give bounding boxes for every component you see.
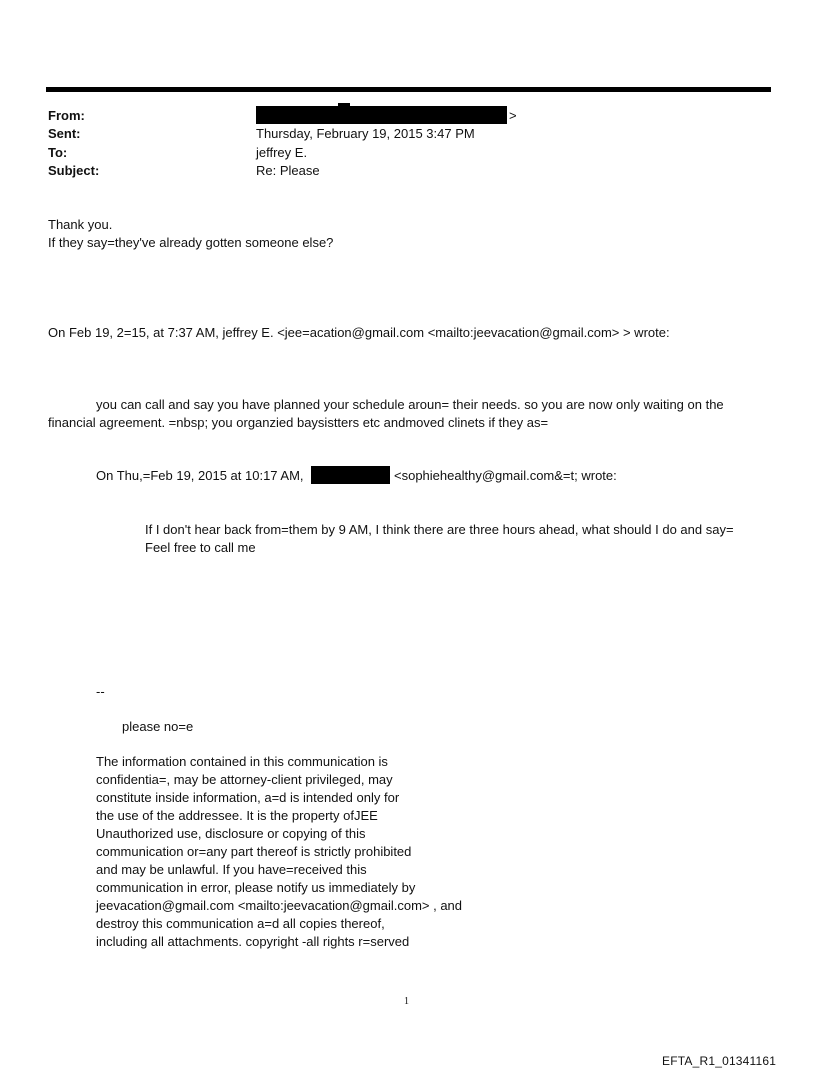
quote1-intro: On Feb 19, 2=15, at 7:37 AM, jeffrey E. <jee=acation@gmail.com <mailto:jeevacation@gmail.com> > wrote:: [48, 325, 670, 340]
disclaimer-line: communication in error, please notify us immediately by: [96, 880, 416, 895]
quote1-line-2: financial agreement. =nbsp; you organzied baysistters etc andmoved clinets if they as=: [48, 415, 549, 430]
to-value: jeffrey E.: [256, 145, 308, 160]
sent-label: Sent:: [48, 126, 81, 141]
quote2-intro-suffix: <sophiehealthy@gmail.com&=t; wrote:: [394, 468, 617, 483]
body-line-2: If they say=they've already gotten someone else?: [48, 235, 334, 250]
quote2-line-1: If I don't hear back from=them by 9 AM, I think there are three hours ahead, what should I do and say=: [145, 522, 734, 537]
sent-value: Thursday, February 19, 2015 3:47 PM: [256, 126, 475, 141]
from-label: From:: [48, 108, 85, 123]
quote2-intro-prefix: On Thu,=Feb 19, 2015 at 10:17 AM,: [96, 468, 304, 483]
disclaimer-line: including all attachments. copyright -all rights r=served: [96, 934, 410, 949]
disclaimer-line: jeevacation@gmail.com <mailto:jeevacation@gmail.com> , and: [96, 898, 463, 913]
header-rule: [46, 87, 771, 92]
signature-dash: --: [96, 684, 105, 699]
signature-note: please no=e: [122, 719, 194, 734]
redacted-sender: [256, 106, 507, 124]
body-line-1: Thank you.: [48, 217, 113, 232]
disclaimer-line: destroy this communication a=d all copies thereof,: [96, 916, 385, 931]
disclaimer-line: communication or=any part thereof is strictly prohibited: [96, 844, 412, 859]
subject-label: Subject:: [48, 163, 100, 178]
from-value-tail: >: [509, 108, 517, 123]
disclaimer-line: and may be unlawful. If you have=received this: [96, 862, 367, 877]
subject-value: Re: Please: [256, 163, 320, 178]
disclaimer-line: The information contained in this communication is: [96, 754, 388, 769]
disclaimer-line: the use of the addressee. It is the property ofJEE: [96, 808, 378, 823]
redacted-name: [311, 466, 390, 484]
disclaimer-line: confidentia=, may be attorney-client privileged, may: [96, 772, 393, 787]
document-id: EFTA_R1_01341161: [662, 1054, 777, 1068]
disclaimer-line: Unauthorized use, disclosure or copying of this: [96, 826, 366, 841]
to-label: To:: [48, 145, 68, 160]
redaction-fragment: [338, 103, 350, 107]
page-number: 1: [404, 996, 409, 1007]
quote2-line-2: Feel free to call me: [145, 540, 256, 555]
disclaimer-line: constitute inside information, a=d is intended only for: [96, 790, 400, 805]
quote1-line-1: you can call and say you have planned your schedule aroun= their needs. so you are now only waiting on the: [96, 397, 724, 412]
